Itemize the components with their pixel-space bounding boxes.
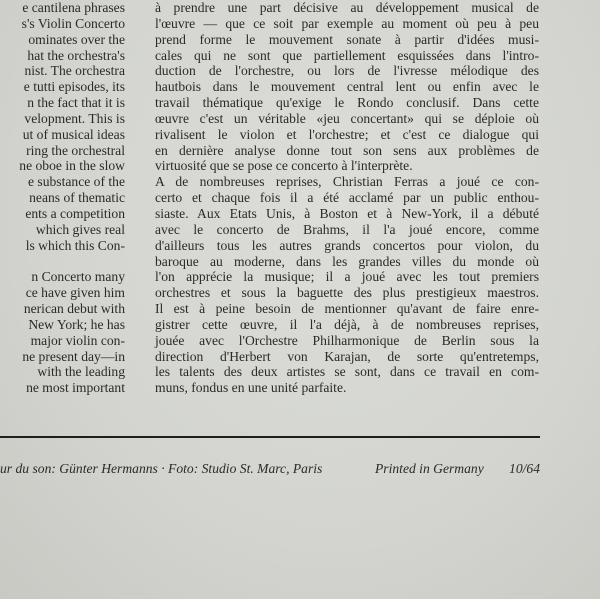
text-line: A de nombreuses reprises, Christian Ferras a joué ce con- <box>155 174 539 190</box>
text-line: which gives real <box>35 221 125 237</box>
text-line: ls which this Con- <box>25 237 125 253</box>
text-line: velopment. This is <box>24 110 125 126</box>
text-line: New York; he has <box>28 316 125 332</box>
text-line <box>0 254 125 270</box>
text-line: siaste. Aux Etats Unis, à Boston et à New-York, il a débuté <box>155 205 539 221</box>
text-line: les talents des deux artistes se sont, dans ce travail en com- <box>155 364 539 380</box>
text-line: en dernière analyse donne tout son sens aux problèmes de <box>155 142 539 158</box>
text-line: e cantilena phrases <box>22 0 125 15</box>
text-line: n the fact that it is <box>27 95 125 111</box>
text-line: ents a competition <box>25 205 125 221</box>
text-line: with the leading <box>37 364 125 380</box>
text-line: ut of musical ideas <box>22 126 125 142</box>
text-line: ne oboe in the slow <box>19 158 125 174</box>
text-line: gistrer cette œuvre, il l'a déjà, à de nombreuses reprises, <box>155 316 539 332</box>
text-line: e tutti episodes, its <box>23 79 125 95</box>
footer <box>0 461 540 481</box>
text-line: d'ailleurs tous les autres grands concertos pour violon, du <box>155 237 539 253</box>
text-line: certo et chaque fois il a été acclamé par un public enthou- <box>155 190 539 206</box>
text-line: nist. The orchestra <box>24 63 125 79</box>
text-line: hat the orchestra's <box>27 47 125 63</box>
text-line: hautbois dans le mouvement central lent ou enfin avec le <box>155 79 539 95</box>
french-text-column <box>155 0 539 396</box>
text-line: ne most important <box>26 380 125 396</box>
horizontal-rule <box>0 436 540 438</box>
text-line: ce have given him <box>25 285 125 301</box>
text-line: s's Violin Concerto <box>21 15 125 31</box>
printed-in-germany: Printed in Germany <box>375 461 484 476</box>
print-code: 10/64 <box>509 461 540 476</box>
text-line: l'œuvre — que ce soit par exemple au moment où peu à peu <box>155 15 539 31</box>
text-line: virtuosité que se pose ce concerto à l'interprète. <box>155 158 413 174</box>
text-line: orchestres et sous la baguette des plus prestigieux maestros. <box>155 285 539 301</box>
text-line: à prendre une part décisive au développement musical de <box>155 0 539 15</box>
text-line: ring the orchestral <box>26 142 125 158</box>
text-line: jouée avec l'Orchestre Philharmonique de Berlin sous la <box>155 332 539 348</box>
text-line: e substance of the <box>27 174 125 190</box>
text-line: Il est à peine besoin de mentionner qu'avant de faire enre- <box>155 301 539 317</box>
text-line: n Concerto many <box>31 269 125 285</box>
text-line: avec le concerto de Brahms, il l'a joué encore, comme <box>155 221 539 237</box>
text-line: nerican debut with <box>23 301 125 317</box>
text-line: ominates over the <box>28 31 125 47</box>
text-line: travail thématique qu'exige le Rondo conclusif. Dans cette <box>155 95 539 111</box>
text-line: ne present day—in <box>22 348 125 364</box>
text-line: direction d'Herbert von Karajan, de sorte qu'entretemps, <box>155 348 539 364</box>
text-line: l'on apprécie la musique; il a joué avec les tout premiers <box>155 269 539 285</box>
text-line: major violin con- <box>30 332 125 348</box>
text-line: prend forme le mouvement sonate à partir d'idées musi- <box>155 31 539 47</box>
text-line: neans of thematic <box>29 190 125 206</box>
text-line: cales qui ne sont que partiellement esquissées dans l'intro- <box>155 47 539 63</box>
text-line: rivalisent le violon et l'orchestre; et c'est ce dialogue qui <box>155 126 539 142</box>
text-line: œuvre c'est un véritable «jeu concertant» qui se déploie où <box>155 110 539 126</box>
text-line: muns, fondus en une unité parfaite. <box>155 380 347 396</box>
text-line: baroque au moderne, dans les grandes villes du monde où <box>155 253 539 269</box>
english-text-column <box>0 0 125 396</box>
text-line: duction de l'orchestre, ou lors de l'ivresse mélodique des <box>155 63 539 79</box>
footer-credits: ur du son: Günter Hermanns · Foto: Studio St. Marc, Paris <box>0 461 323 476</box>
